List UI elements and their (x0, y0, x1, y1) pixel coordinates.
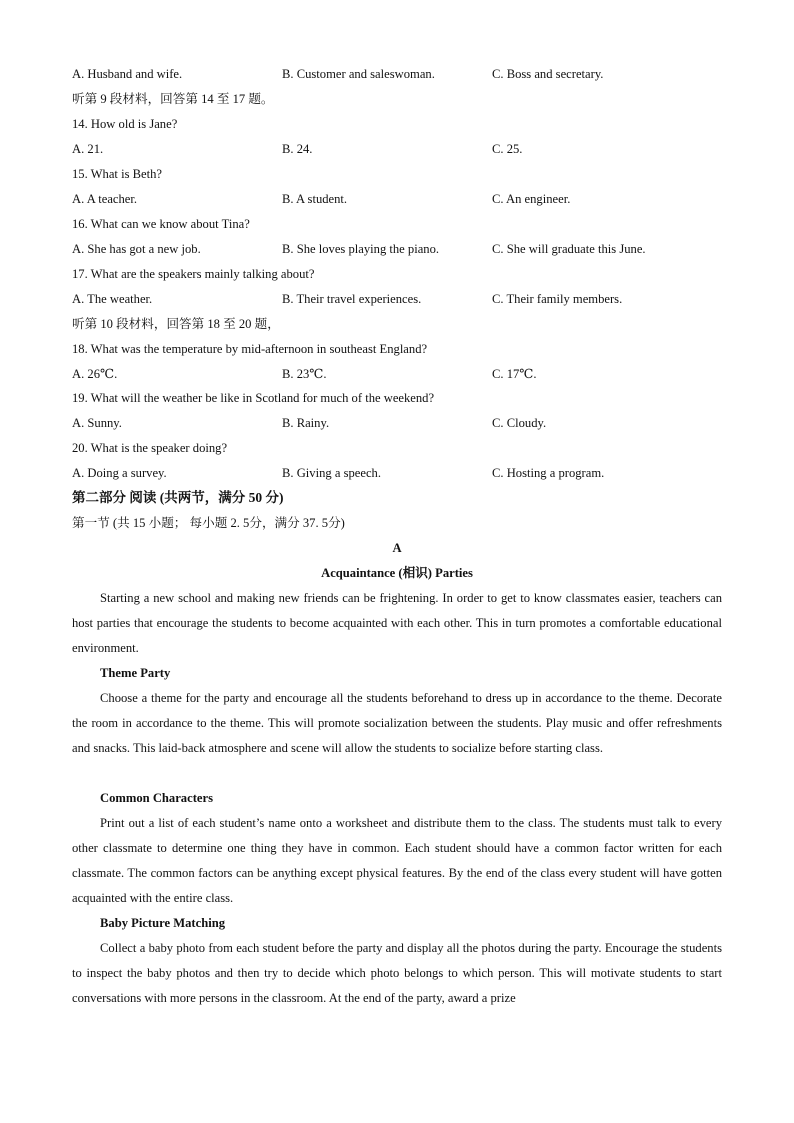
q14-option-b: B. 24. (282, 142, 313, 156)
q18-option-c: C. 17℃. (492, 367, 537, 381)
heading-baby-picture-matching: Baby Picture Matching (100, 916, 225, 930)
q14-option-c: C. 25. (492, 142, 523, 156)
q13-option-b: B. Customer and saleswoman. (282, 67, 435, 81)
q13-option-c: C. Boss and secretary. (492, 67, 604, 81)
q20-option-b: B. Giving a speech. (282, 466, 381, 480)
heading-theme-party: Theme Party (100, 666, 171, 680)
q20-option-c: C. Hosting a program. (492, 466, 605, 480)
q15-option-a: A. A teacher. (72, 192, 138, 206)
baby-picture-paragraph: Collect a baby photo from each student before the party and display all the photos during the party. Encourage the students to inspect the baby photos and then try to decide which photo belongs to which person. This will motivate students to start conversations with more persons in the classroom. At the end of the party, award a prize (72, 941, 722, 1005)
passage-letter: A (392, 541, 402, 555)
q15-question: 15. What is Beth? (72, 167, 163, 181)
part-two-title: 第二部分 阅读 (共两节，满分 50 分) (72, 490, 284, 505)
q18-option-a: A. 26℃. (72, 367, 118, 381)
section-one-title: 第一节 (共 15 小题； 每小题 2. 5分，满分 37. 5分) (72, 516, 345, 530)
passage-title: Acquaintance (相识) Parties (321, 566, 473, 580)
q18-option-b: B. 23℃. (282, 367, 327, 381)
q15-option-b: B. A student. (282, 192, 348, 206)
q19-question: 19. What will the weather be like in Scotland for much of the weekend? (72, 391, 435, 405)
q19-option-a: A. Sunny. (72, 416, 122, 430)
heading-common-characters: Common Characters (100, 791, 213, 805)
q13-option-a: A. Husband and wife. (72, 67, 183, 81)
section-10-instruction: 听第 10 段材料，回答第 18 至 20 题， (72, 317, 280, 331)
intro-paragraph: Starting a new school and making new friends can be frightening. In order to get to know classmates easier, teachers can host parties that encourage the students to become acquainted with each other. This in turn promotes a comfortable educational environment. (72, 591, 722, 655)
q17-option-a: A. The weather. (72, 292, 153, 306)
q14-option-a: A. 21. (72, 142, 104, 156)
q16-option-b: B. She loves playing the piano. (282, 242, 440, 256)
q19-option-c: C. Cloudy. (492, 416, 547, 430)
section-9-instruction: 听第 9 段材料，回答第 14 至 17 题。 (72, 92, 274, 106)
q16-question: 16. What can we know about Tina? (72, 217, 250, 231)
q20-option-a: A. Doing a survey. (72, 466, 167, 480)
q16-option-c: C. She will graduate this June. (492, 242, 646, 256)
common-characters-paragraph: Print out a list of each student’s name onto a worksheet and distribute them to the class. The students must talk to every other classmate to determine one thing they have in common. Each student should have a common factor written for each classmate. The common factors can be anything except physical features. By the end of the class every student will have gotten acquainted with the entire class. (72, 816, 722, 905)
q17-question: 17. What are the speakers mainly talking about? (72, 267, 315, 281)
q19-option-b: B. Rainy. (282, 416, 330, 430)
q17-option-b: B. Their travel experiences. (282, 292, 422, 306)
theme-party-paragraph: Choose a theme for the party and encourage all the students beforehand to dress up in accordance to the theme. Decorate the room in accordance to the theme. This will promote socialization between the students. Play music and offer refreshments and snacks. This laid-back atmosphere and scene will allow the students to socialize before starting class. (72, 691, 722, 755)
q20-question: 20. What is the speaker doing? (72, 441, 228, 455)
q18-question: 18. What was the temperature by mid-afternoon in southeast England? (72, 342, 428, 356)
q15-option-c: C. An engineer. (492, 192, 571, 206)
q17-option-c: C. Their family members. (492, 292, 623, 306)
q14-question: 14. How old is Jane? (72, 117, 178, 131)
q16-option-a: A. She has got a new job. (72, 242, 201, 256)
